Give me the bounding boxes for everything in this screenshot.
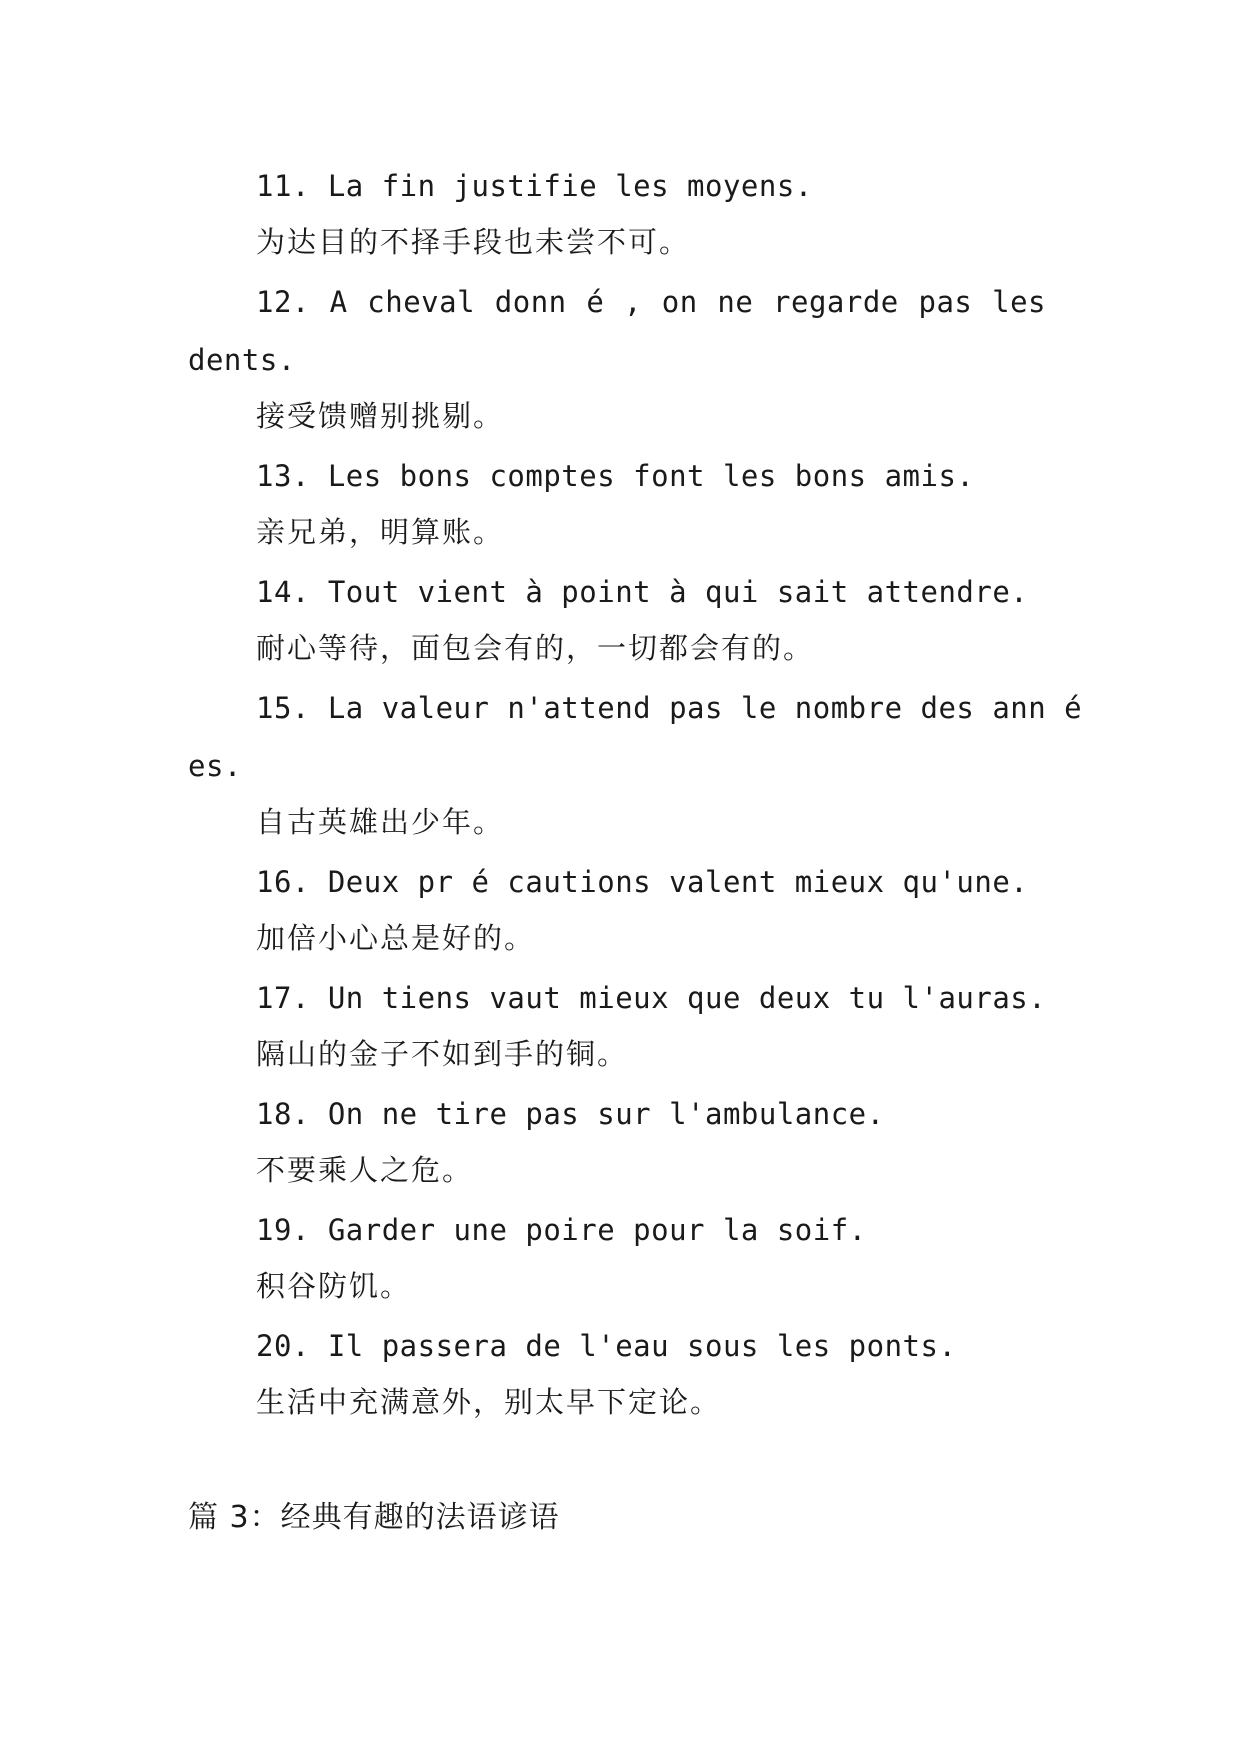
proverb-15-chinese: 自古英雄出少年。 (256, 805, 505, 839)
proverb-20-french: 20. Il passera de l'eau sous les ponts. (256, 1329, 957, 1363)
proverb-19-french: 19. Garder une poire pour la soif. (256, 1213, 867, 1247)
proverb-19-chinese: 积谷防饥。 (256, 1269, 412, 1303)
proverb-15-french-line2: es. (188, 749, 242, 783)
proverb-14-french: 14. Tout vient à point à qui sait attendre. (256, 575, 1029, 609)
proverb-11-chinese: 为达目的不择手段也未尝不可。 (256, 225, 691, 259)
section-heading: 篇 3：经典有趣的法语谚语 (188, 1500, 560, 1535)
proverb-12-french-line1: 12. A cheval donn é , on ne regarde pas les (256, 285, 1046, 319)
proverb-14-chinese: 耐心等待，面包会有的，一切都会有的。 (256, 631, 815, 665)
proverb-13-chinese: 亲兄弟，明算账。 (256, 515, 505, 549)
proverb-17-chinese: 隔山的金子不如到手的铜。 (256, 1037, 629, 1071)
proverb-16-french: 16. Deux pr é cautions valent mieux qu'une. (256, 865, 1029, 899)
proverb-15-french-line1: 15. La valeur n'attend pas le nombre des ann é (256, 691, 1083, 725)
proverb-17-french: 17. Un tiens vaut mieux que deux tu l'auras. (256, 981, 1047, 1015)
proverb-18-chinese: 不要乘人之危。 (256, 1153, 474, 1187)
proverb-16-chinese: 加倍小心总是好的。 (256, 921, 536, 955)
proverb-20-chinese: 生活中充满意外，别太早下定论。 (256, 1385, 722, 1419)
proverb-12-chinese: 接受馈赠别挑剔。 (256, 399, 505, 433)
proverb-12-french-line2: dents. (188, 343, 296, 377)
proverb-11-french: 11. La fin justifie les moyens. (256, 169, 813, 203)
proverb-13-french: 13. Les bons comptes font les bons amis. (256, 459, 975, 493)
proverb-18-french: 18. On ne tire pas sur l'ambulance. (256, 1097, 885, 1131)
